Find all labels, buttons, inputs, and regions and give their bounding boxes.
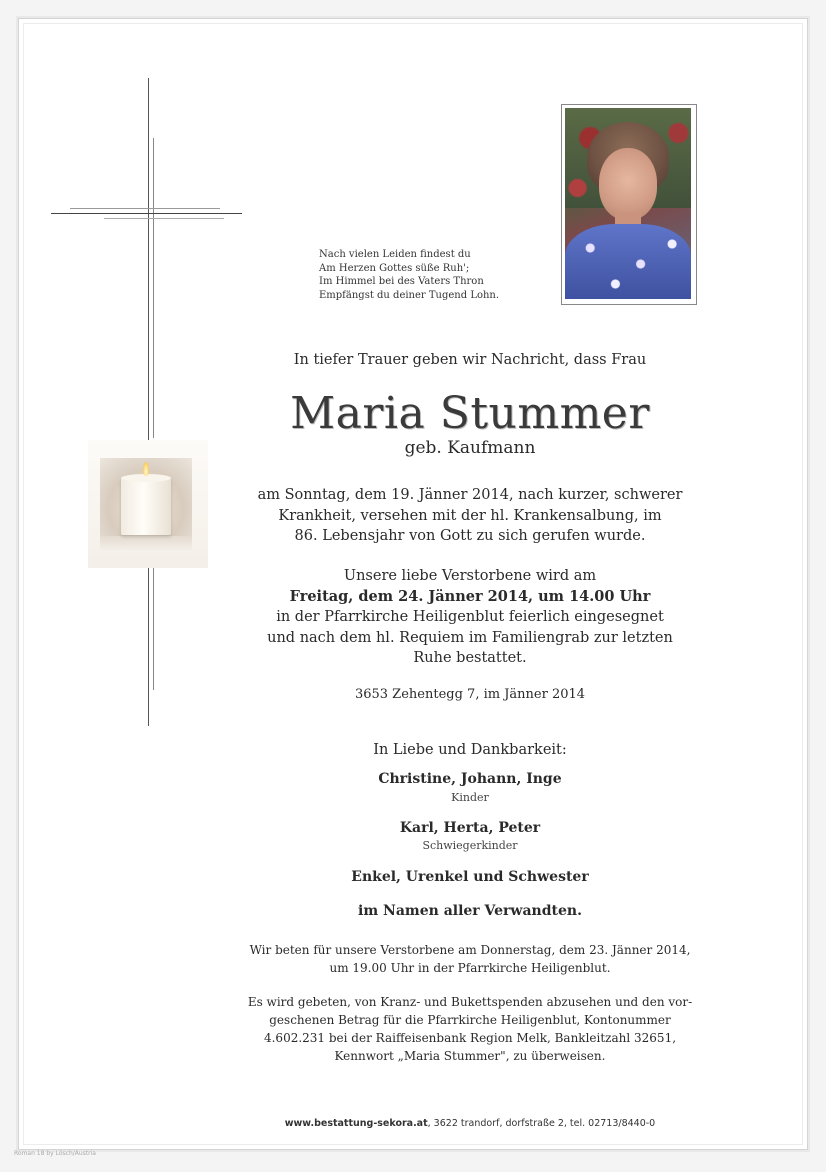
text-line: Krankheit, versehen mit der hl. Krankensalbung, im (278, 507, 662, 524)
cross-line (51, 213, 242, 214)
text-line: Ruhe bestattet. (413, 650, 527, 666)
funeral-date: Freitag, dem 24. Jänner 2014, um 14.00 Uhr (289, 587, 651, 605)
donation-notice (200, 993, 740, 1065)
cross-line (148, 568, 149, 726)
death-announcement (230, 485, 710, 547)
cross-line (104, 218, 224, 219)
prayer-notice (200, 941, 740, 977)
footer (200, 1118, 740, 1129)
children-label: Kinder (451, 791, 489, 804)
poem-line: Im Himmel bei des Vaters Thron (319, 276, 484, 287)
footer-website: www.bestattung-sekora.at (284, 1118, 428, 1129)
text-line: Es wird gebeten, von Kranz- und Bukettspenden abzusehen und den vor- (247, 995, 693, 1009)
poem-line: Am Herzen Gottes süße Ruh'; (319, 262, 470, 274)
text-line: Kennwort „Maria Stummer", zu überweisen. (334, 1049, 606, 1063)
funeral-details (230, 566, 710, 669)
text-line: 4.602.231 bei der Raiffeisenbank Region Melk, Bankleitzahl 32651, (263, 1031, 677, 1045)
footer-address: , 3622 trandorf, dorfstraße 2, tel. 02713/8440-0 (427, 1118, 656, 1129)
thanks-heading: In Liebe und Dankbarkeit: (373, 742, 567, 758)
deceased-name: Maria Stummer (290, 388, 650, 439)
birth-name: geb. Kaufmann (404, 438, 536, 458)
text-line: um 19.00 Uhr in der Pfarrkirche Heiligenblut. (329, 961, 611, 975)
poem-line: Nach vielen Leiden findest du (319, 249, 471, 260)
memorial-poem (319, 248, 559, 302)
cross-line (148, 78, 149, 440)
text-line: Wir beten für unsere Verstorbene am Donnerstag, dem 23. Jänner 2014, (249, 943, 691, 957)
candle-icon (121, 477, 171, 535)
other-family: Enkel, Urenkel und Schwester (351, 869, 589, 885)
relatives-line: im Namen aller Verwandten. (358, 903, 582, 919)
text-line: 86. Lebensjahr von Gott zu sich gerufen wurde. (294, 528, 646, 544)
cross-line (153, 138, 154, 438)
children-names: Christine, Johann, Inge (378, 771, 562, 787)
text-line: in der Pfarrkirche Heiligenblut feierlich eingesegnet (276, 609, 664, 625)
text-line: geschenen Betrag für die Pfarrkirche Heiligenblut, Kontonummer (269, 1013, 671, 1027)
cross-line (153, 568, 154, 690)
text-line: am Sonntag, dem 19. Jänner 2014, nach kurzer, schwerer (257, 487, 683, 503)
text-line: und nach dem hl. Requiem im Familiengrab zur letzten (267, 629, 673, 646)
text-line: Unsere liebe Verstorbene wird am (343, 568, 597, 584)
candle-image (88, 440, 208, 568)
flame-icon (143, 462, 149, 476)
inlaws-label: Schwiegerkinder (422, 839, 518, 852)
intro-text: In tiefer Trauer geben wir Nachricht, dass Frau (293, 352, 647, 368)
corner-note: Roman 18 by Lösch/Austria (14, 1150, 96, 1157)
poem-line: Empfängst du deiner Tugend Lohn. (319, 289, 500, 301)
portrait-photo (561, 104, 697, 305)
cross-line (70, 208, 220, 209)
place-date: 3653 Zehentegg 7, im Jänner 2014 (354, 687, 586, 702)
inlaws-names: Karl, Herta, Peter (399, 820, 541, 836)
